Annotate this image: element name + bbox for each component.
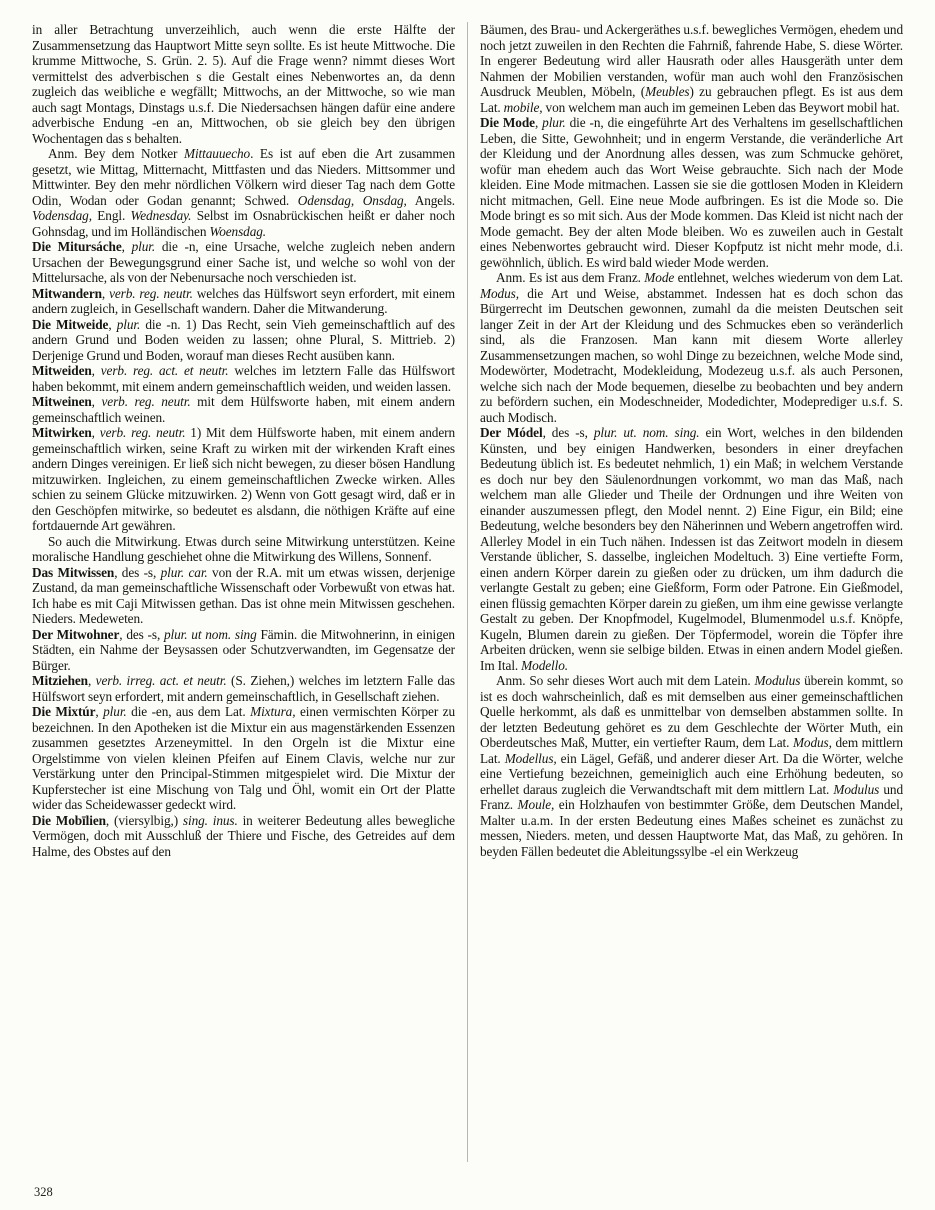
italic-term: Modello. — [521, 657, 569, 673]
body-text: in weiterer Bedeutung alles bewegliche Vermögen, doch mit Ausschluß der Thiere und Fische, des Getreides auf dem Halme, des Obstes auf den — [32, 812, 455, 859]
italic-term: Modulus — [833, 781, 880, 797]
body-text: Bäumen, des Brau- und Ackergeräthes u.s.f. bewegliches Vermögen, ehedem und noch jetzt zuweilen in den Rechten die Fahrniß, fahrende Habe, S. diese Wörter. In engerer Bedeutung wird aller Hausrath oder alles Hausgeräth unter dem Nahmen der Mobilien verstanden, wofür man auch wohl den Französischen Ausdruck Meublen, Möbeln, ( — [480, 22, 903, 99]
entry-headword: Mitwirken — [32, 425, 92, 440]
italic-term: Modulus — [754, 673, 801, 688]
entry-headword: Mitweiden — [32, 363, 92, 378]
body-text: einen vermischten Körper zu bezeichnen. In den Apotheken ist die Mixtur ein aus magenstärkenden Essenzen zusammen gesetztes Arzeneymittel. In den Orgeln ist die Mixtur eine Orgelstimme von vielen kleinen Pfeifen auf Einem Clavis, welche nur zur Verstärkung unter den Principal-Stimmen mitgespielet wird. Die Mixtur der Kupferstecher ist eine Mischung von Talg und Öhl, womit ein Ort der Platte wider das Scheidewasser gedeckt wird. — [32, 704, 456, 812]
italic-term: Modus, — [480, 285, 519, 301]
italic-term: sing. inus. — [182, 812, 238, 828]
body-text: , — [108, 316, 117, 332]
italic-term: Wednesday. — [130, 208, 192, 223]
entry-headword: Mitwandern — [32, 285, 102, 301]
italic-term: verb. irreg. act. et neutr. — [95, 673, 227, 688]
body-text: , des -s, — [119, 626, 164, 642]
body-text: Anm. So sehr dieses Wort auch mit dem Latein. — [496, 673, 755, 688]
body-text: und Franz. — [480, 781, 903, 812]
entry-headword: Die Mitweide — [32, 316, 109, 332]
body-text: mit dem Hülfsworte haben, mit einem andern gemeinschaftlich weinen. — [32, 394, 455, 425]
body-text: die Art und Weise, abstammet. Indessen hat es doch schon das Bürgerrecht im Deutschen gewonnen, zumahl da die meisten Deutschen seit langer Zeit in der Art der Kleidung und des Schmuckes eben so veränderlich sind, als die Franzosen. Man kann mit diesem Worte allerley Zusammensetzungen machen, so wohl Dinge zu bezeichnen, welche Mode sind, Modewörter, Modetracht, Modekleidung, Modezeug u.s.f. als auch Personen, welche sich nach der Mode bequemen, dieselbe zu beobachten und bey andern zu befördern suchen, ein Modeschneider, Modedichter, Modeprediger u.s.f. S. auch Modisch. — [480, 285, 903, 425]
dictionary-entry — [32, 565, 455, 627]
italic-term: Mixtura, — [250, 704, 296, 719]
body-text: . Es ist auf eben die Art zusammen gesetzt, wie Mittag, Mitternacht, Mittfasten und das Nieders. Mittsommer und Mittwinter. Bey den mehr nördlichen Völkern wird dieser Tag nach dem Gotte Odin, Wodan oder Godan genannt; Schwed. — [32, 146, 455, 208]
body-text: , des -s, — [542, 425, 594, 440]
body-text: Anm. Es ist aus dem Franz. — [496, 270, 645, 285]
body-text: (S. Ziehen,) welches im letztern Falle das Hülfswort seyn erfordert, mit andern gemeinschaftlich, in Gesellschaft ziehen. — [32, 673, 455, 704]
body-text: ein Lägel, Gefäß, und anderer dieser Art. Da die Wörter, welche eine Vertiefung bezeichnen, gemeiniglich auch eine Erhöhung bedeuten, so erhellet daraus zugleich die Verwandtschaft mit dem mittlern Lat. — [480, 750, 903, 797]
italic-term: verb. reg. act. et neutr. — [100, 363, 229, 378]
entry-headword: Der Módel — [480, 425, 543, 440]
italic-term: Odensdag, Onsdag, — [297, 192, 407, 208]
italic-term: plur. — [103, 704, 127, 719]
paragraph — [32, 22, 455, 146]
body-text: So auch die Mitwirkung. Etwas durch seine Mitwirkung unterstützen. Keine moralische Handlung geschiehet ohne die Mitwirkung des Willens, Sonnenf. — [32, 533, 455, 564]
dictionary-entry — [32, 317, 455, 364]
column-divider — [467, 22, 468, 1162]
paragraph — [480, 270, 903, 425]
italic-term: mobile, — [503, 99, 543, 115]
dictionary-entry — [32, 673, 455, 704]
body-text: ein Holzhaufen von bestimmter Größe, dem Deutschen Mandel, Malter u.a.m. In der ersten Bedeutung eines Maßes scheinet es zunächst zu messen, Nieders. meten, und dessen Hauptworte Mat, das Maß, zu gehören. In beyden Fällen bedeutet die Ableitungssylbe -el ein Werkzeug — [480, 797, 903, 859]
dictionary-entry — [32, 425, 455, 534]
body-text: Engl. — [91, 208, 131, 223]
body-text: , — [91, 394, 102, 409]
body-text: , — [91, 425, 100, 440]
body-text: die -en, aus dem Lat. — [126, 704, 251, 719]
entry-headword: Das Mitwissen — [32, 564, 115, 580]
body-text: , — [121, 239, 132, 254]
dictionary-entry — [32, 813, 455, 860]
entry-headword: Die Mobīlien — [32, 812, 106, 828]
italic-term: Vodensdag, — [32, 208, 92, 223]
dictionary-entry — [32, 286, 455, 317]
body-text: welches das Hülfswort seyn erfordert, mit einem andern zugleich, in Gesellschaft wandern. Daher die Mitwanderung. — [32, 285, 455, 316]
entry-headword: Mitziehen — [32, 673, 88, 688]
body-text: in aller Betrachtung unverzeihlich, auch wenn die erste Hälfte der Zusammensetzung das Hauptwort Mitte seyn sollte. Es ist heute Mittwoche. Die krumme Mittwoche, S. Grün. 2. 5). Auf die Frage wenn? nimmt dieses Wort vermittelst des adverbischen s die Gestalt eines Nebenwortes an, da denn zugleich das weibliche e wegfällt; Mittwochs, an der Mittwoche, so wie man auch sagt Montags, Dinstags u.s.f. Die Niedersachsen hängen dafür eine andere adverbische Endung -en an, Mittwochen, ob sie gleich bey den übrigen Wochentagen das s behalten. — [32, 22, 455, 146]
italic-term: verb. reg. neutr. — [99, 425, 186, 440]
body-text: 1) Mit dem Hülfsworte haben, mit einem andern gemeinschaftlich wirken, seine Kraft zu wirken mit der wirkenden Kraft eines andern Dinges vereinigen. Er ließ sich nicht bewegen, zu dieser bösen Handlung mitzuwirken. Ingleichen, zu einem gemeinschaftlichen Zwecke wirken. Alles schien zu seinem Glücke mitzuwirken. 2) Wenn von Gott gesagt wird, daß er in den Geschöpfen mitwirke, so bedeutet es alsdann, die nöthigen Kräfte auf eine fortdauernde Art gewähren. — [32, 425, 455, 533]
italic-term: plur. — [131, 239, 156, 254]
body-text: Fämin. die Mitwohnerinn, in einigen Städten, ein Nahme der Beysassen oder Schutzverwandten, im Gegensatze der Bürger. — [32, 626, 455, 673]
body-text: ein Wort, welches in den bildenden Künsten, und bey einigen Handwerken, besonders in einer dreyfachen Bedeutung üblich ist. Es bedeutet nehmlich, 1) ein Maß; in welchem Verstande es doch nur bey den Säulenordnungen vorkommt, wo man das Maß, nach welchem man alle Glieder und Theile der Ordnungen und ihre Weiten von einander auszumessen pflegt, den Model nennt. 2) Eine Figur, ein Bild; eine Bedeutung, welche besonders bey den Näherinnen und Webern angetroffen wird. Allerley Model in ein Tuch nähen. Indessen ist das Zeitwort modeln in diesem Verstande üblicher, S. dasselbe, ingleichen Modeltuch. 3) Eine vertiefte Form, einen andern Körper darein zu gießen oder zu drücken, um ihm dadurch die verlangte Gestalt zu geben; eine Gießform, Form oder Patrone. Ein Gießmodel, einen flüssig gemachten Körper darein zu gießen, um ihm eine gewisse verlangte Gestalt zu geben. Der Knopfmodel, Kugelmodel, Blumenmodel u.s.f. Knöpfe, Kugeln, Blumen darein zu gießen. Der Töpfermodel, worein die Töpfer ihre Arbeiten drücken, wenn sie selbige bilden. Etwas in einen andern Model gießen. Im Ital. — [480, 425, 903, 673]
body-text: die -n, eine Ursache, welche zugleich neben andern Ursachen der Bewegungsgrund einer Sache ist, und welche so wohl von der Mittelursache, als von der Nebenursache noch verschieden ist. — [32, 239, 456, 285]
body-text: , — [534, 115, 543, 130]
paragraph — [32, 146, 455, 239]
italic-term: Modellus, — [504, 750, 557, 766]
italic-term: verb. reg. neutr. — [101, 394, 191, 409]
italic-term: plur. ut. nom. sing. — [593, 425, 700, 440]
column-left — [32, 22, 455, 1162]
italic-term: plur. car. — [160, 564, 208, 580]
body-text: die -n. 1) Das Recht, sein Vieh gemeinschaftlich auf des andern Grund und Boden weiden zu lassen; ohne Plural, S. Mittrieb. 2) Derjenige Grund und Boden, worauf man dieses Recht ausüben kann. — [32, 316, 456, 363]
body-text: dem mittlern Lat. — [480, 735, 903, 766]
column-right — [480, 22, 903, 1162]
entry-headword: Die Mitursáche — [32, 239, 122, 254]
italic-term: plur. — [542, 115, 566, 130]
italic-term: Modus, — [792, 735, 832, 750]
body-text: überein kommt, so ist es doch wahrscheinlich, daß es mit demselben aus einer gemeinschaftlichen Quelle herkommt, als daß es unmittelbar von demselben abstammen sollte. In der letzten Bedeutung gehöret es zu dem Geschlechte der Wörter Muth, ein Oberdeutsches Maß, Mutter, ein vertiefter Raum, dem Lat. — [480, 673, 903, 750]
body-text: entlehnet, welches wiederum von dem Lat. — [674, 270, 903, 285]
body-text: die -n, die eingeführte Art des Verhaltens im gesellschaftlichen Leben, die Sitte, Gewohnheit; und in engerm Verstande, die veränderliche Art der Kleidung und der Anordnung alles dessen, was zum Schmucke gehöret, wofür man ehedem auch das Wort Weise gebrauchte. Sich nach der Mode kleiden. Eine Mode mitmachen. Lassen sie sie die gottlosen Moden in Kleidern nicht mitmachen, Gell. Eine neue Mode aufbringen. Es ist die Mode so. Die Mode bringt es so mit sich. Aus der Mode kommen. Das Kleid ist nicht nach der Mode gemacht. Bey der alten Mode bleiben. Wo es zuweilen auch in Gestalt eines Nebenwortes gebraucht wird. Dieser Kopfputz ist nicht mehr mode, d.i. gewöhnlich, üblich. Es wird bald wieder Mode werden. — [480, 115, 903, 270]
body-text: Angels. — [406, 192, 455, 208]
entry-headword: Mitweinen — [32, 394, 92, 409]
paragraph — [480, 673, 903, 859]
body-text: Anm. Bey dem Notker — [48, 146, 184, 161]
italic-term: plur. ut nom. sing — [163, 626, 257, 642]
dictionary-entry — [32, 394, 455, 425]
body-text: , — [101, 285, 110, 301]
body-text: , (viersylbig,) — [105, 812, 183, 828]
dictionary-entry — [32, 627, 455, 674]
entry-headword: Die Mode — [480, 115, 535, 130]
dictionary-entry — [32, 239, 455, 286]
italic-term: Meubles — [645, 84, 690, 99]
body-text: , — [95, 704, 104, 719]
italic-term: verb. reg. neutr. — [109, 285, 193, 301]
entry-headword: Der Mitwohner — [32, 626, 120, 642]
italic-term: Mittauuecho — [183, 146, 251, 161]
text-columns — [32, 22, 903, 1162]
body-text: von der R.A. mit um etwas wissen, derjenige Zustand, da man gemeinschaftliche Wissenschaft oder Vorbewußt von etwas hat. Ich habe es mit Caji Mitwissen gethan. Das ist ohne mein Mitwissen geschehen. Nieders. Medeweten. — [32, 564, 456, 626]
paragraph — [480, 22, 903, 115]
italic-term: Moule, — [517, 797, 555, 812]
body-text: , des -s, — [114, 564, 161, 580]
body-text: Selbst im Osnabrückischen heißt er daher noch Gohnsdag, und im Holländischen — [32, 208, 455, 239]
dictionary-entry — [480, 115, 903, 270]
dictionary-entry — [480, 425, 903, 673]
body-text: , — [87, 673, 96, 688]
body-text: von welchem man auch im gemeinen Leben das Beywort mobil hat. — [542, 99, 900, 115]
body-text: ) zu gebrauchen pflegt. Es ist aus dem Lat. — [480, 84, 903, 115]
dictionary-entry — [32, 363, 455, 394]
entry-headword: Die Mixtúr — [32, 704, 96, 719]
paragraph — [32, 534, 455, 565]
italic-term: Mode — [644, 270, 675, 285]
italic-term: plur. — [116, 316, 141, 332]
page-number: 328 — [34, 1185, 53, 1199]
body-text: , — [91, 363, 101, 378]
dictionary-entry — [32, 704, 455, 813]
body-text: welches im letztern Falle das Hülfswort haben bekommt, mit einem andern gemeinschaftlich weiden, und weiden lassen. — [32, 363, 455, 394]
italic-term: Woensdag. — [209, 223, 267, 239]
